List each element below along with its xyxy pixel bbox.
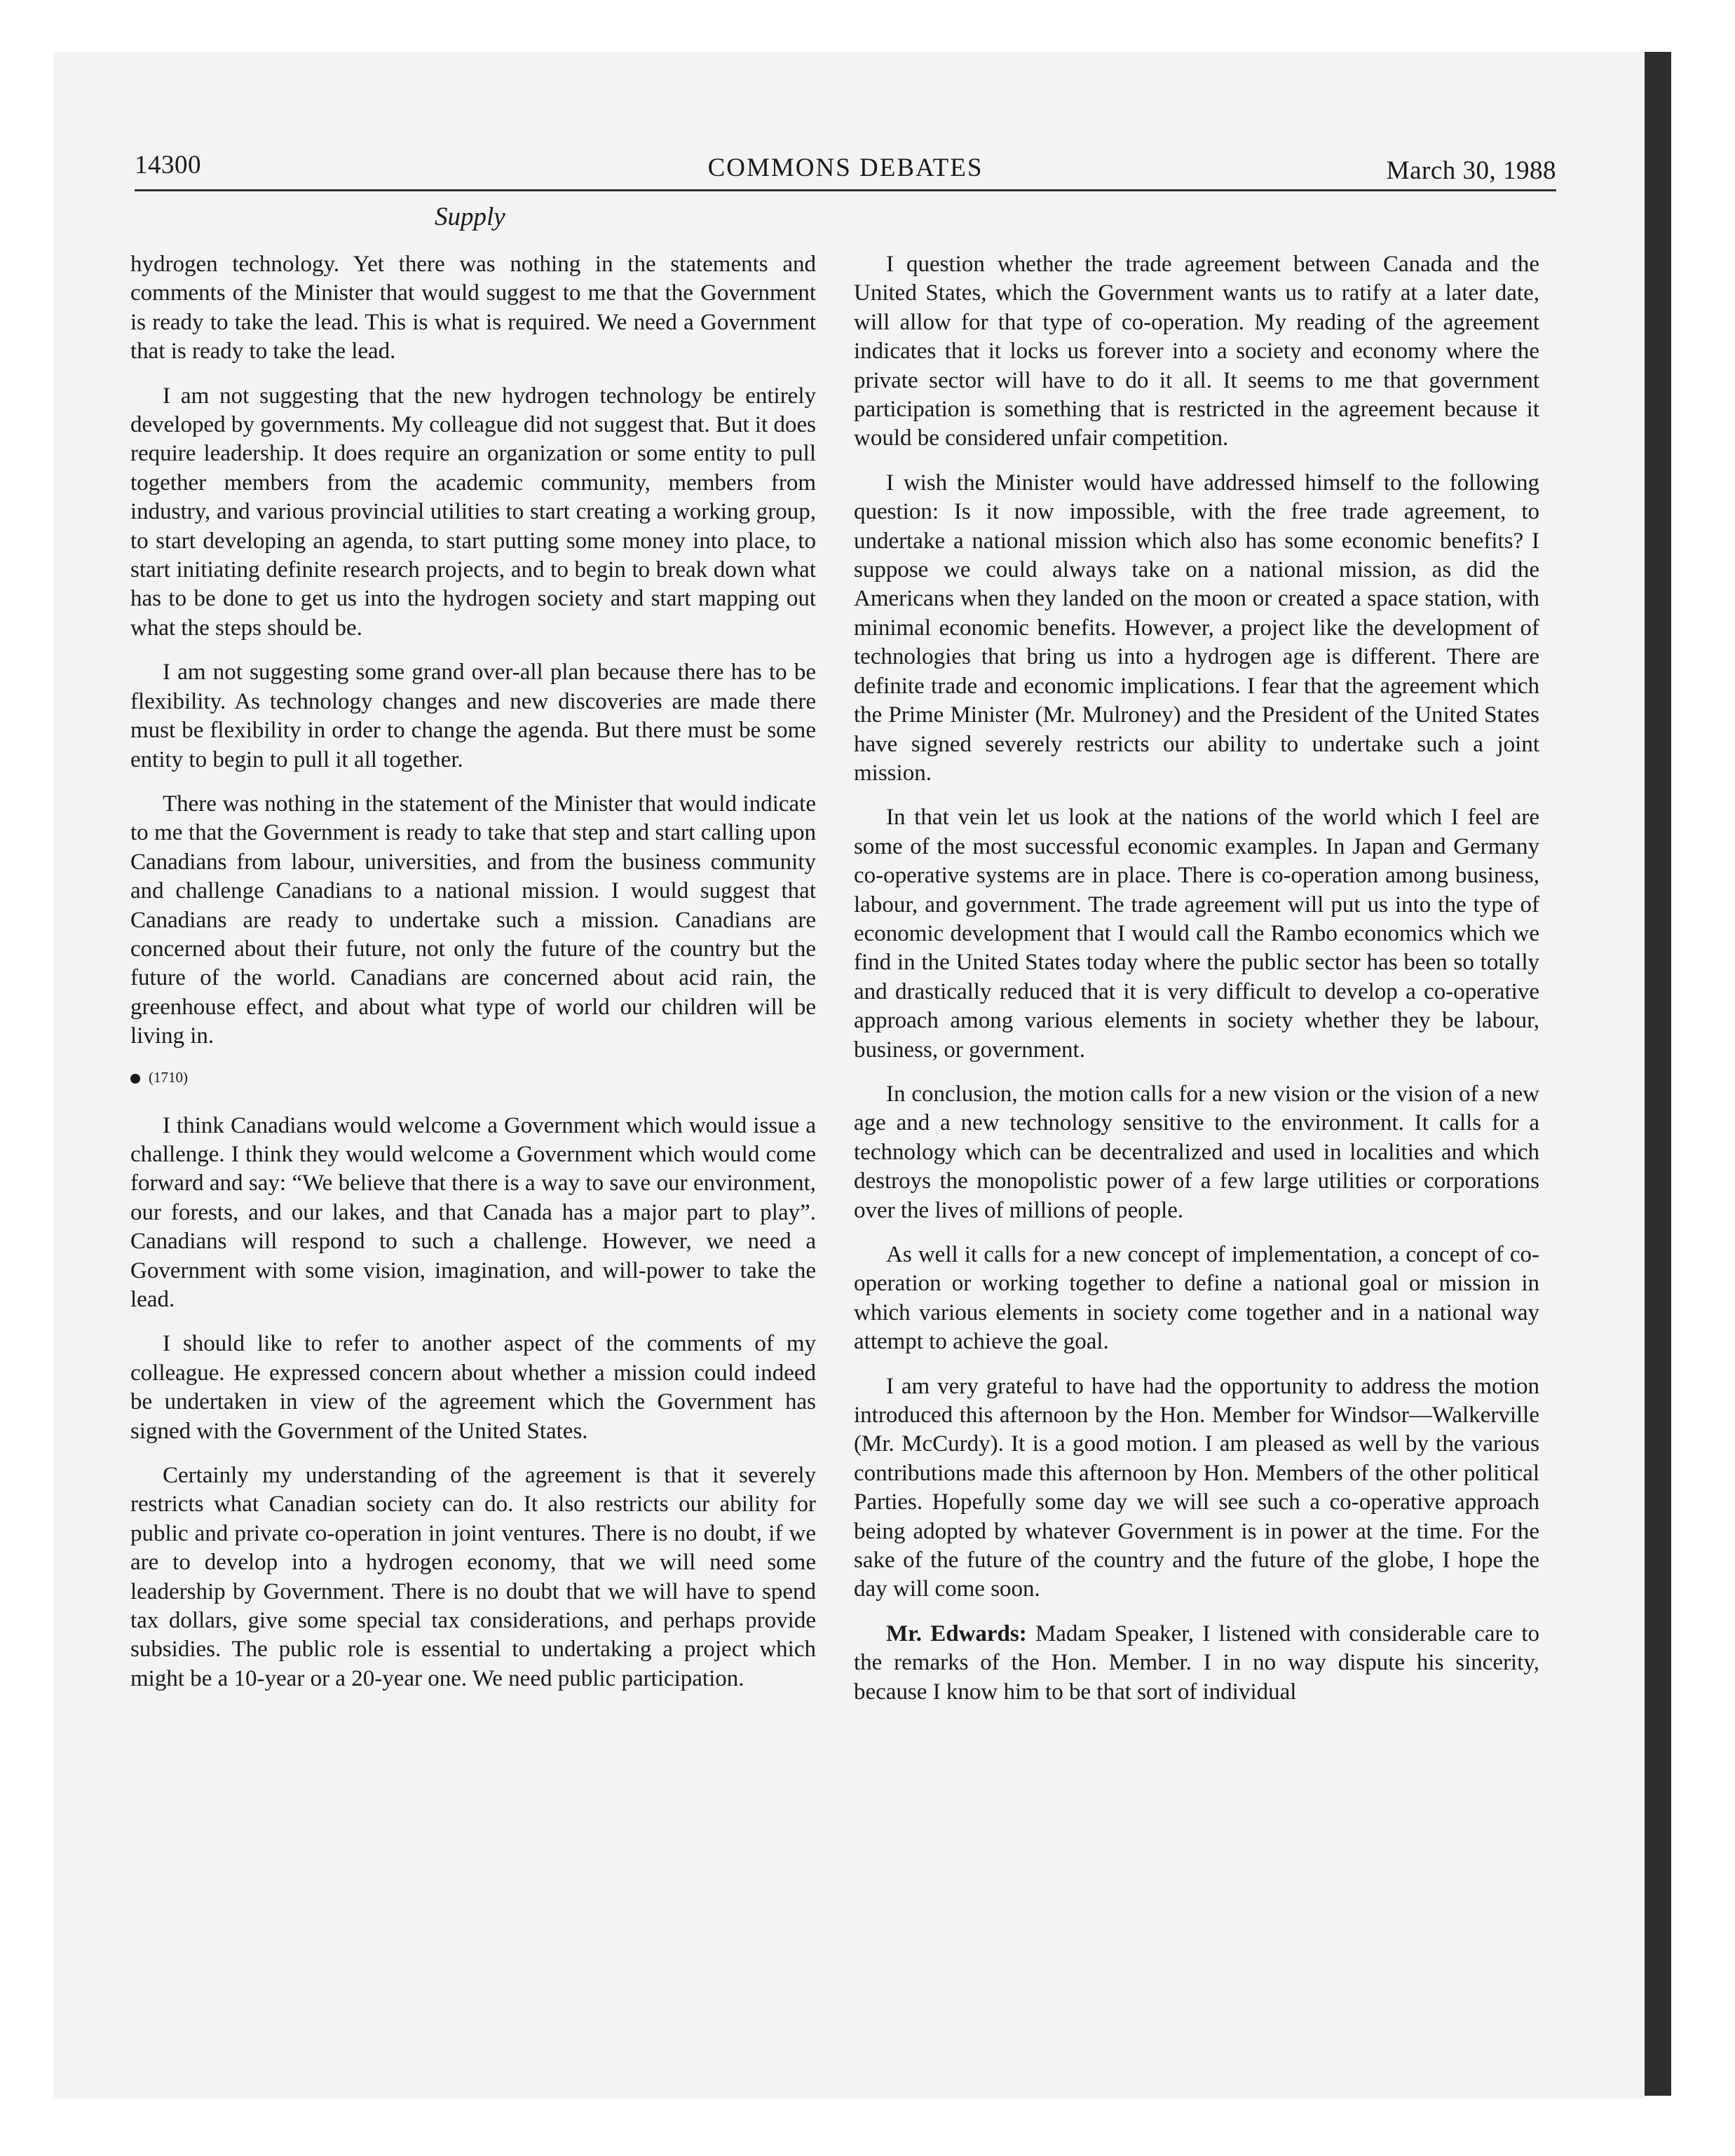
speech-paragraph (854, 1620, 1539, 1707)
time-marker-text: (1710) (149, 1068, 188, 1086)
header-date: March 30, 1988 (1386, 156, 1556, 185)
paragraph: As well it calls for a new concept of implementation, a concept of co-operation or working together to define a national goal or mission in which various elements in society come together and in a national way attempt to achieve the goal. (854, 1242, 1539, 1355)
paragraph: There was nothing in the statement of the Minister that would indicate to me that the Government is ready to take that step and start calling upon Canadians from labour, universities, and from the business community and challenge Canadians to a national mission. I would suggest that Canadians are ready to undertake such a mission. Canadians are concerned about their future, not only the future of the country but the future of the world. Canadians are concerned about acid rain, the greenhouse effect, and about what type of world our children will be living in. (130, 791, 816, 1049)
scan-edge (1645, 52, 1671, 2096)
section-title: Supply (435, 203, 505, 231)
page-header (135, 150, 1556, 191)
paragraph: I should like to refer to another aspect of the comments of my colleague. He expressed concern about whether a mission could indeed be undertaken in view of the agreement which the Government has signed with the Government of the United States. (130, 1331, 816, 1444)
right-column (854, 250, 1539, 1722)
speaker-name: Mr. Edwards: (886, 1621, 1027, 1646)
paragraph: In conclusion, the motion calls for a new vision or the vision of a new age and a new technology sensitive to the environment. It calls for a technology which can be decentralized and used in localities and which destroys the monopolistic power of a few large utilities or corporations over the lives of millions of people. (854, 1081, 1539, 1223)
paragraph: I am very grateful to have had the opportunity to address the motion introduced this afternoon by the Hon. Member for Windsor—Walkerville (Mr. McCurdy). It is a good motion. I am pleased as well by the various contributions made this afternoon by Hon. Members of the other political Parties. Hopefully some day we will see such a co-operative approach being adopted by whatever Government is in power at the time. For the sake of the future of the country and the future of the globe, I hope the day will come soon. (854, 1373, 1539, 1602)
left-column (130, 250, 816, 1709)
paragraph: I question whether the trade agreement between Canada and the United States, which the Government wants us to ratify at a later date, will allow for that type of co-operation. My reading of the agreement indicates that it locks us forever into a society and economy where the private sector will have to do it all. It seems to me that government participation is something that is restricted in the agreement because it would be considered unfair competition. (854, 252, 1539, 451)
journal-title: COMMONS DEBATES (707, 153, 984, 182)
paragraph: I think Canadians would welcome a Government which would issue a challenge. I think they would welcome a Government which would come forward and say: “We believe that there is a way to save our environment, our forests, and our lakes, and that Canada has a major part to play”. Canadians will respond to such a challenge. However, we need a Government with some vision, imagination, and will-power to take the lead. (130, 1112, 816, 1312)
paragraph: I am not suggesting some grand over-all plan because there has to be flexibility. As technology changes and new discoveries are made there must be flexibility in order to change the agenda. But there must be some entity to begin to pull it all together. (130, 660, 816, 772)
paragraph: I am not suggesting that the new hydrogen technology be entirely developed by governments. My colleague did not suggest that. But it does require leadership. It does require an organization or some entity to pull together members from the academic community, members from industry, and various provincial utilities to start creating a working group, to start developing an agenda, to start putting some money into place, to start initiating definite research projects, and to begin to break down what has to be done to get us into the hydrogen society and start mapping out what the steps should be. (130, 383, 816, 641)
paragraph: Certainly my understanding of the agreement is that it severely restricts what Canadian society can do. It also restricts our ability for public and private co-operation in joint ventures. There is no doubt, if we are to develop into a hydrogen economy, that we will need some leadership by Government. There is no doubt that we will have to spend tax dollars, give some special tax considerations, and perhaps provide subsidies. The public role is essential to undertaking a project which might be a 10-year or a 20-year one. We need public participation. (130, 1463, 816, 1691)
page-number: 14300 (135, 151, 201, 179)
paragraph: In that vein let us look at the nations of the world which I feel are some of the most successful economic examples. In Japan and Germany co-operative systems are in place. There is co-operation among business, labour, and government. The trade agreement will put us into the type of economic development that I would call the Rambo economics which we find in the United States today where the public sector has been so totally and drastically reduced that it is very difficult to develop a co-operative approach among various elements in society whether they be labour, business, or government. (854, 805, 1539, 1063)
paragraph: hydrogen technology. Yet there was nothing in the statements and comments of the Minister that would suggest to me that the Government is ready to take the lead. This is what is required. We need a Government that is ready to take the lead. (130, 252, 816, 364)
speech-text: Madam Speaker, I listened with considerable care to the remarks of the Hon. Member. I in no way dispute his sincerity, because I know him to be that sort of individual (854, 1621, 1540, 1705)
time-marker (130, 1067, 816, 1088)
bullet-icon (130, 1074, 140, 1084)
paragraph: I wish the Minister would have addressed himself to the following question: Is it now impossible, with the free trade agreement, to undertake a national mission which also has some economic benefits? I suppose we could always take on a national mission, as did the Americans when they landed on the moon or created a space station, with minimal economic benefits. However, a project like the development of technologies that bring us into a hydrogen age is different. There are definite trade and economic implications. I fear that the agreement which the Prime Minister (Mr. Mulroney) and the President of the United States have signed severely restricts our ability to undertake such a joint mission. (854, 470, 1539, 786)
